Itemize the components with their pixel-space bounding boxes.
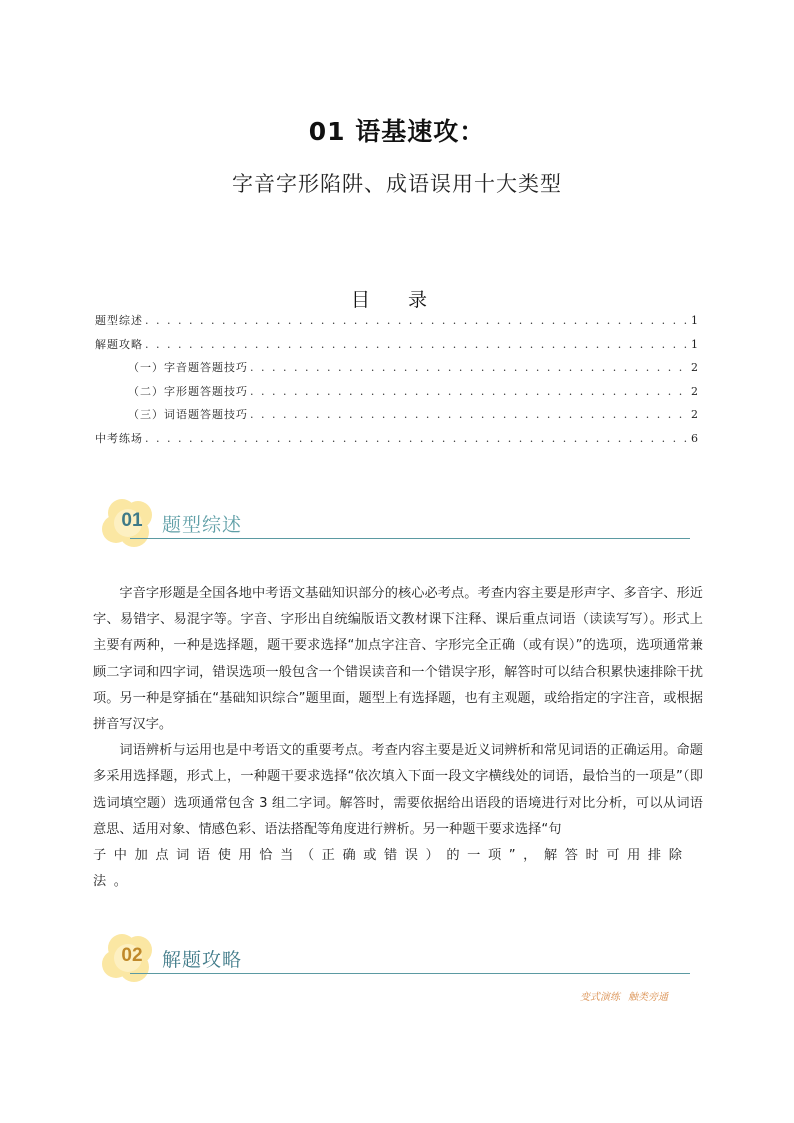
document-title: 01 语基速攻： bbox=[308, 117, 486, 146]
overview-body bbox=[93, 581, 703, 895]
toc-entry[interactable] bbox=[95, 430, 698, 454]
toc-leader-dots bbox=[250, 408, 689, 421]
toc-entry[interactable] bbox=[95, 359, 698, 383]
toc-entry-label: 中考练场 bbox=[95, 431, 143, 445]
toc-leader-dots bbox=[250, 361, 689, 374]
toc-entry-page: 2 bbox=[691, 384, 698, 398]
paragraph: 词语辨析与运用也是中考语文的重要考点。考查内容主要是近义词辨析和常见词语的正确运用。命题多采用选择题，形式上，一种题干要求选择“依次填入下面一段文字横线处的词语，最恰当的一项是”（即选词填空题）选项通常包含 3 组二字词。解答时，需要依据给出语段的语境进行对比分析，可以从词语意思、适用对象、情感色彩、语法搭配等角度进行辨析。另一种题干要求选择“句 bbox=[93, 743, 703, 837]
section-header-strategy bbox=[100, 931, 700, 987]
section-tagline bbox=[580, 988, 668, 1003]
toc-leader-dots bbox=[145, 432, 689, 445]
toc-entry[interactable] bbox=[95, 312, 698, 336]
section-title: 解题攻略 bbox=[162, 949, 243, 971]
toc-entry-page: 2 bbox=[691, 408, 698, 421]
toc-leader-dots bbox=[250, 385, 689, 398]
section-rule-line bbox=[130, 538, 690, 539]
toc-entry-page: 1 bbox=[691, 314, 698, 327]
table-of-contents bbox=[95, 312, 698, 453]
paragraph: 字音字形题是全国各地中考语文基础知识部分的核心必考点。考查内容主要是形声字、多音字、形近字、易错字、易混字等。字音、字形出自统编版语文教材课下注释、课后重点词语（读读写写）。形式上主要有两种，一种是选择题，题干要求选择“加点字注音、字形完全正确（或有误）”的选项，选项通常兼顾二字词和四字词，错误选项一般包含一个错误读音和一个错误字形，解答时可以结合积累快速排除干扰项。另一种是穿插在“基础知识综合”题里面，题型上有选择题，也有主观题，或给指定的字注音，或根据拼音写汉字。 bbox=[93, 586, 703, 733]
toc-leader-dots bbox=[145, 314, 689, 327]
toc-entry[interactable] bbox=[95, 383, 698, 407]
toc-entry[interactable] bbox=[95, 336, 698, 360]
toc-entry-label: 解题攻略 bbox=[95, 337, 143, 351]
toc-entry-label: （一）字音题答题技巧 bbox=[128, 361, 248, 374]
toc-entry-page: 2 bbox=[691, 361, 698, 374]
toc-entry-page: 6 bbox=[691, 431, 698, 445]
document-subtitle: 字音字形陷阱、成语误用十大类型 bbox=[232, 172, 562, 196]
tagline-part: 触类旁通 bbox=[628, 992, 668, 1003]
toc-entry-label: （二）字形题答题技巧 bbox=[128, 384, 248, 398]
section-header-overview bbox=[100, 496, 700, 552]
toc-heading: 目 录 bbox=[350, 289, 444, 311]
section-number: 02 bbox=[121, 945, 143, 966]
section-rule-line bbox=[130, 973, 690, 974]
toc-entry-label: （三）词语题答题技巧 bbox=[128, 408, 248, 421]
toc-entry-page: 1 bbox=[691, 337, 698, 351]
toc-entry-label: 题型综述 bbox=[95, 314, 143, 327]
section-title: 题型综述 bbox=[162, 514, 243, 536]
tagline-part: 变式演练 bbox=[580, 992, 620, 1003]
toc-leader-dots bbox=[145, 338, 689, 351]
paragraph-last-line: 子中加点词语使用恰当（正确或错误）的一项”，解答时可用排除法。 bbox=[93, 848, 690, 890]
toc-entry[interactable] bbox=[95, 406, 698, 430]
section-number: 01 bbox=[121, 510, 143, 531]
